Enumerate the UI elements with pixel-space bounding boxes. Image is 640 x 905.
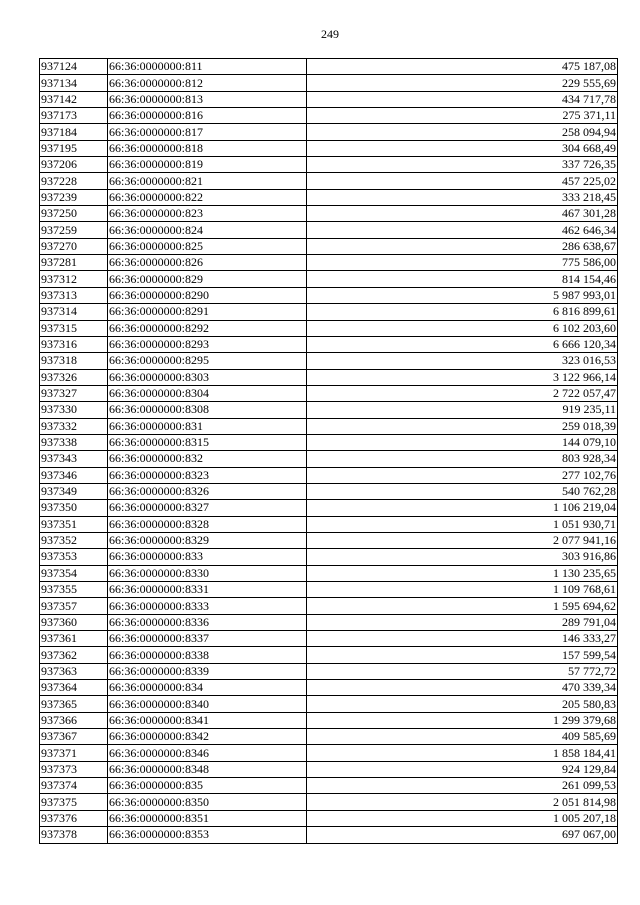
cadastral-number-cell: 66:36:0000000:8353 <box>108 827 307 843</box>
table-row <box>40 189 618 205</box>
value-cell: 697 067,00 <box>307 827 618 843</box>
cadastral-number-cell: 66:36:0000000:8342 <box>108 729 307 745</box>
value-cell: 275 371,11 <box>307 108 618 124</box>
table-row <box>40 598 618 614</box>
value-cell: 323 016,53 <box>307 353 618 369</box>
cadastral-number-cell: 66:36:0000000:813 <box>108 91 307 107</box>
row-id-cell: 937346 <box>40 467 108 483</box>
table-row <box>40 336 618 352</box>
table-row <box>40 794 618 810</box>
row-id-cell: 937362 <box>40 647 108 663</box>
value-cell: 6 666 120,34 <box>307 336 618 352</box>
row-id-cell: 937366 <box>40 712 108 728</box>
table-row <box>40 647 618 663</box>
cadastral-number-cell: 66:36:0000000:831 <box>108 418 307 434</box>
cadastral-number-cell: 66:36:0000000:834 <box>108 680 307 696</box>
cadastral-number-cell: 66:36:0000000:8303 <box>108 369 307 385</box>
value-cell: 205 580,83 <box>307 696 618 712</box>
value-cell: 304 668,49 <box>307 140 618 156</box>
row-id-cell: 937351 <box>40 516 108 532</box>
row-id-cell: 937142 <box>40 91 108 107</box>
table-row <box>40 761 618 777</box>
row-id-cell: 937354 <box>40 565 108 581</box>
table-row <box>40 304 618 320</box>
row-id-cell: 937326 <box>40 369 108 385</box>
table-row <box>40 140 618 156</box>
cadastral-number-cell: 66:36:0000000:8336 <box>108 614 307 630</box>
cadastral-number-cell: 66:36:0000000:8327 <box>108 500 307 516</box>
row-id-cell: 937259 <box>40 222 108 238</box>
cadastral-number-cell: 66:36:0000000:822 <box>108 189 307 205</box>
cadastral-number-cell: 66:36:0000000:8293 <box>108 336 307 352</box>
value-cell: 434 717,78 <box>307 91 618 107</box>
row-id-cell: 937315 <box>40 320 108 336</box>
row-id-cell: 937350 <box>40 500 108 516</box>
cadastral-number-cell: 66:36:0000000:8340 <box>108 696 307 712</box>
table-row <box>40 680 618 696</box>
table-row <box>40 532 618 548</box>
cadastral-number-cell: 66:36:0000000:832 <box>108 451 307 467</box>
cadastral-number-cell: 66:36:0000000:817 <box>108 124 307 140</box>
cadastral-number-cell: 66:36:0000000:819 <box>108 157 307 173</box>
cadastral-number-cell: 66:36:0000000:825 <box>108 238 307 254</box>
cadastral-number-cell: 66:36:0000000:8351 <box>108 810 307 826</box>
cadastral-number-cell: 66:36:0000000:8330 <box>108 565 307 581</box>
table-row <box>40 157 618 173</box>
cadastral-number-cell: 66:36:0000000:8292 <box>108 320 307 336</box>
row-id-cell: 937312 <box>40 271 108 287</box>
table-row <box>40 614 618 630</box>
value-cell: 457 225,02 <box>307 173 618 189</box>
table-row <box>40 467 618 483</box>
value-cell: 924 129,84 <box>307 761 618 777</box>
cadastral-number-cell: 66:36:0000000:8326 <box>108 483 307 499</box>
table-row <box>40 206 618 222</box>
table-row <box>40 255 618 271</box>
row-id-cell: 937270 <box>40 238 108 254</box>
table-row <box>40 222 618 238</box>
table-row <box>40 320 618 336</box>
value-cell: 6 102 203,60 <box>307 320 618 336</box>
cadastral-number-cell: 66:36:0000000:824 <box>108 222 307 238</box>
row-id-cell: 937357 <box>40 598 108 614</box>
cadastral-number-cell: 66:36:0000000:826 <box>108 255 307 271</box>
table-row <box>40 369 618 385</box>
value-cell: 259 018,39 <box>307 418 618 434</box>
value-cell: 261 099,53 <box>307 778 618 794</box>
row-id-cell: 937314 <box>40 304 108 320</box>
cadastral-number-cell: 66:36:0000000:8337 <box>108 631 307 647</box>
row-id-cell: 937332 <box>40 418 108 434</box>
row-id-cell: 937228 <box>40 173 108 189</box>
value-cell: 144 079,10 <box>307 434 618 450</box>
value-cell: 1 130 235,65 <box>307 565 618 581</box>
table-row <box>40 418 618 434</box>
row-id-cell: 937338 <box>40 434 108 450</box>
page-number: 249 <box>321 27 339 41</box>
value-cell: 1 858 184,41 <box>307 745 618 761</box>
value-cell: 5 987 993,01 <box>307 287 618 303</box>
row-id-cell: 937134 <box>40 75 108 91</box>
table-row <box>40 565 618 581</box>
row-id-cell: 937367 <box>40 729 108 745</box>
value-cell: 157 599,54 <box>307 647 618 663</box>
table-row <box>40 238 618 254</box>
value-cell: 1 595 694,62 <box>307 598 618 614</box>
value-cell: 3 122 966,14 <box>307 369 618 385</box>
table-row <box>40 353 618 369</box>
table-row <box>40 729 618 745</box>
cadastral-number-cell: 66:36:0000000:8291 <box>108 304 307 320</box>
table-row <box>40 810 618 826</box>
row-id-cell: 937378 <box>40 827 108 843</box>
row-id-cell: 937355 <box>40 582 108 598</box>
table-row <box>40 516 618 532</box>
cadastral-number-cell: 66:36:0000000:835 <box>108 778 307 794</box>
table-row <box>40 549 618 565</box>
table-row <box>40 91 618 107</box>
table-row <box>40 745 618 761</box>
table-row <box>40 631 618 647</box>
cadastral-number-cell: 66:36:0000000:8338 <box>108 647 307 663</box>
row-id-cell: 937343 <box>40 451 108 467</box>
cadastral-number-cell: 66:36:0000000:829 <box>108 271 307 287</box>
value-cell: 475 187,08 <box>307 59 618 75</box>
row-id-cell: 937206 <box>40 157 108 173</box>
row-id-cell: 937361 <box>40 631 108 647</box>
value-cell: 409 585,69 <box>307 729 618 745</box>
table-row <box>40 500 618 516</box>
cadastral-number-cell: 66:36:0000000:8339 <box>108 663 307 679</box>
value-cell: 2 051 814,98 <box>307 794 618 810</box>
table-row <box>40 173 618 189</box>
row-id-cell: 937349 <box>40 483 108 499</box>
row-id-cell: 937376 <box>40 810 108 826</box>
value-cell: 467 301,28 <box>307 206 618 222</box>
cadastral-number-cell: 66:36:0000000:812 <box>108 75 307 91</box>
data-table <box>39 58 618 844</box>
cadastral-number-cell: 66:36:0000000:8331 <box>108 582 307 598</box>
value-cell: 289 791,04 <box>307 614 618 630</box>
cadastral-number-cell: 66:36:0000000:8323 <box>108 467 307 483</box>
cadastral-number-cell: 66:36:0000000:811 <box>108 59 307 75</box>
value-cell: 814 154,46 <box>307 271 618 287</box>
row-id-cell: 937374 <box>40 778 108 794</box>
table-row <box>40 59 618 75</box>
row-id-cell: 937316 <box>40 336 108 352</box>
row-id-cell: 937239 <box>40 189 108 205</box>
row-id-cell: 937360 <box>40 614 108 630</box>
cadastral-number-cell: 66:36:0000000:8348 <box>108 761 307 777</box>
value-cell: 1 299 379,68 <box>307 712 618 728</box>
value-cell: 229 555,69 <box>307 75 618 91</box>
table-row <box>40 696 618 712</box>
table-row <box>40 287 618 303</box>
table-row <box>40 451 618 467</box>
table-row <box>40 402 618 418</box>
value-cell: 1 005 207,18 <box>307 810 618 826</box>
row-id-cell: 937373 <box>40 761 108 777</box>
row-id-cell: 937330 <box>40 402 108 418</box>
value-cell: 303 916,86 <box>307 549 618 565</box>
table-row <box>40 124 618 140</box>
value-cell: 803 928,34 <box>307 451 618 467</box>
cadastral-number-cell: 66:36:0000000:8346 <box>108 745 307 761</box>
cadastral-number-cell: 66:36:0000000:8315 <box>108 434 307 450</box>
row-id-cell: 937363 <box>40 663 108 679</box>
row-id-cell: 937184 <box>40 124 108 140</box>
table-body <box>40 59 618 844</box>
table-row <box>40 271 618 287</box>
table-row <box>40 434 618 450</box>
value-cell: 57 772,72 <box>307 663 618 679</box>
row-id-cell: 937281 <box>40 255 108 271</box>
cadastral-number-cell: 66:36:0000000:8341 <box>108 712 307 728</box>
value-cell: 1 051 930,71 <box>307 516 618 532</box>
value-cell: 1 106 219,04 <box>307 500 618 516</box>
row-id-cell: 937364 <box>40 680 108 696</box>
row-id-cell: 937173 <box>40 108 108 124</box>
table-row <box>40 108 618 124</box>
table-row <box>40 778 618 794</box>
row-id-cell: 937365 <box>40 696 108 712</box>
table-row <box>40 385 618 401</box>
value-cell: 146 333,27 <box>307 631 618 647</box>
value-cell: 1 109 768,61 <box>307 582 618 598</box>
value-cell: 6 816 899,61 <box>307 304 618 320</box>
value-cell: 470 339,34 <box>307 680 618 696</box>
cadastral-number-cell: 66:36:0000000:8350 <box>108 794 307 810</box>
row-id-cell: 937124 <box>40 59 108 75</box>
row-id-cell: 937313 <box>40 287 108 303</box>
cadastral-number-cell: 66:36:0000000:8308 <box>108 402 307 418</box>
value-cell: 540 762,28 <box>307 483 618 499</box>
value-cell: 277 102,76 <box>307 467 618 483</box>
value-cell: 337 726,35 <box>307 157 618 173</box>
value-cell: 919 235,11 <box>307 402 618 418</box>
row-id-cell: 937352 <box>40 532 108 548</box>
table-row <box>40 712 618 728</box>
cadastral-number-cell: 66:36:0000000:833 <box>108 549 307 565</box>
cadastral-number-cell: 66:36:0000000:8295 <box>108 353 307 369</box>
cadastral-number-cell: 66:36:0000000:8290 <box>108 287 307 303</box>
row-id-cell: 937353 <box>40 549 108 565</box>
value-cell: 2 722 057,47 <box>307 385 618 401</box>
cadastral-number-cell: 66:36:0000000:8328 <box>108 516 307 532</box>
table-row <box>40 663 618 679</box>
cadastral-number-cell: 66:36:0000000:8304 <box>108 385 307 401</box>
value-cell: 462 646,34 <box>307 222 618 238</box>
value-cell: 333 218,45 <box>307 189 618 205</box>
value-cell: 775 586,00 <box>307 255 618 271</box>
value-cell: 286 638,67 <box>307 238 618 254</box>
cadastral-number-cell: 66:36:0000000:823 <box>108 206 307 222</box>
value-cell: 258 094,94 <box>307 124 618 140</box>
table-row <box>40 582 618 598</box>
cadastral-number-cell: 66:36:0000000:8333 <box>108 598 307 614</box>
cadastral-number-cell: 66:36:0000000:816 <box>108 108 307 124</box>
cadastral-number-cell: 66:36:0000000:818 <box>108 140 307 156</box>
cadastral-number-cell: 66:36:0000000:8329 <box>108 532 307 548</box>
row-id-cell: 937318 <box>40 353 108 369</box>
row-id-cell: 937250 <box>40 206 108 222</box>
table-row <box>40 483 618 499</box>
table-row <box>40 827 618 843</box>
row-id-cell: 937195 <box>40 140 108 156</box>
cadastral-number-cell: 66:36:0000000:821 <box>108 173 307 189</box>
row-id-cell: 937327 <box>40 385 108 401</box>
row-id-cell: 937371 <box>40 745 108 761</box>
row-id-cell: 937375 <box>40 794 108 810</box>
table-row <box>40 75 618 91</box>
value-cell: 2 077 941,16 <box>307 532 618 548</box>
